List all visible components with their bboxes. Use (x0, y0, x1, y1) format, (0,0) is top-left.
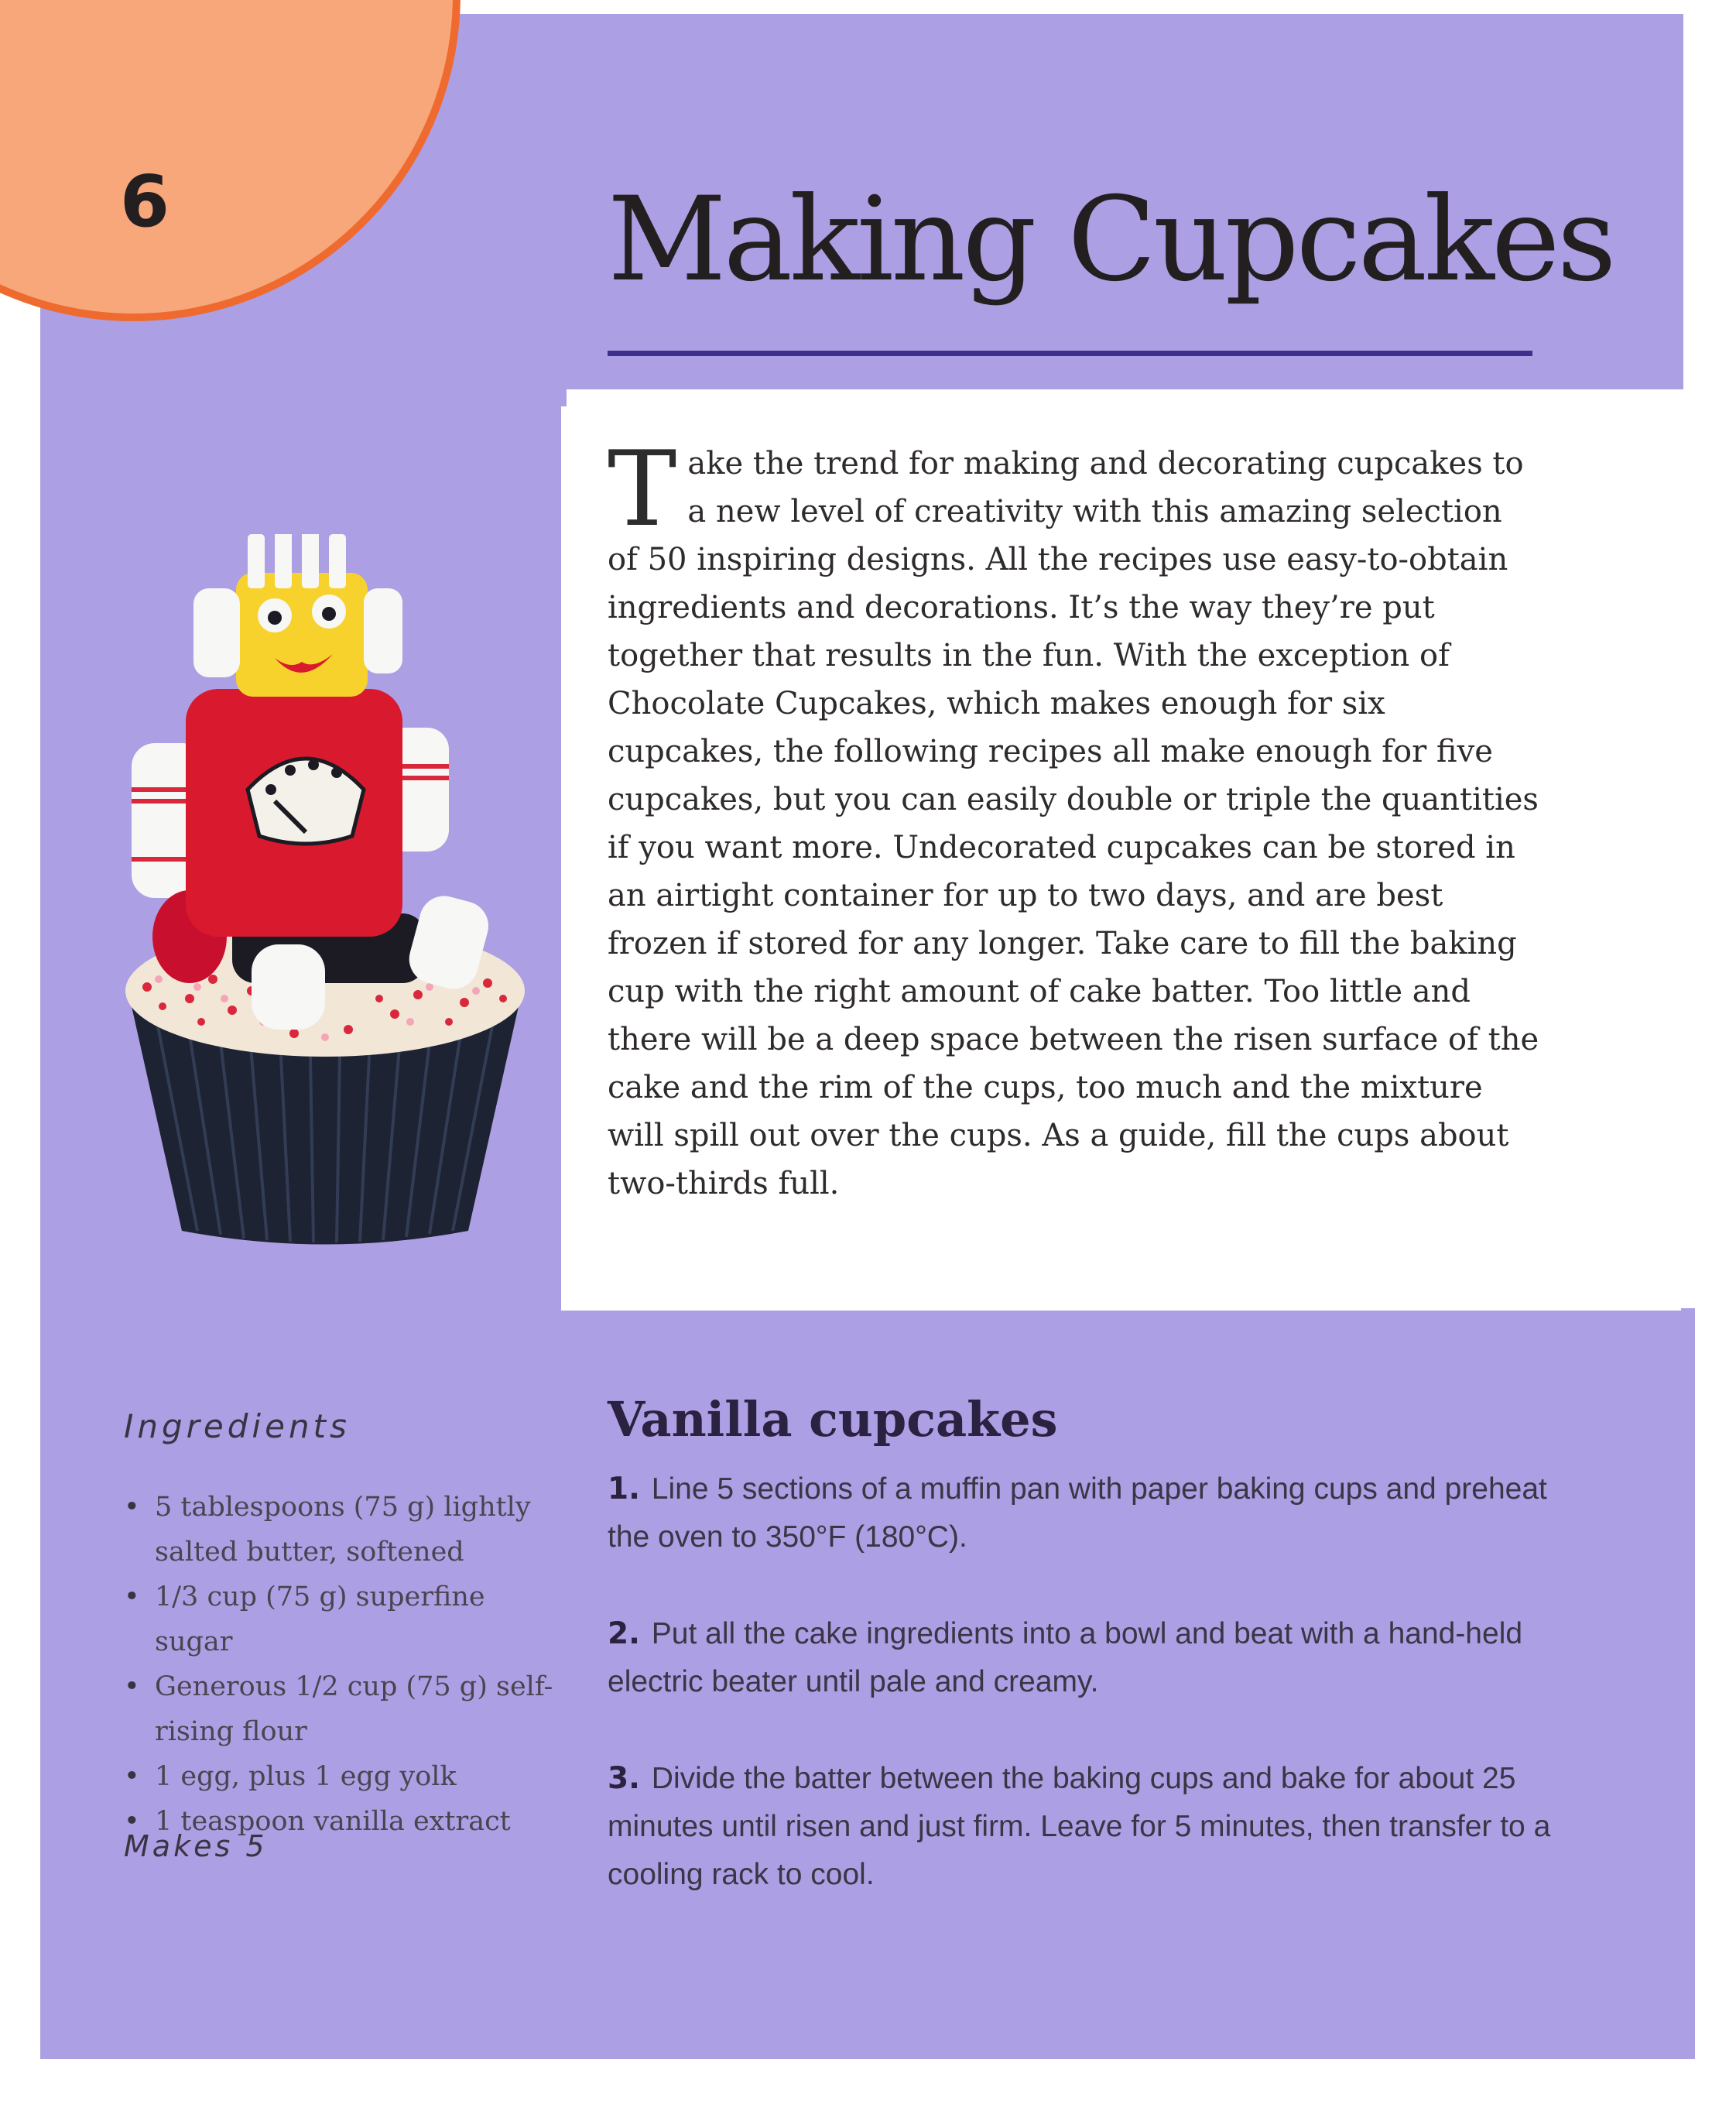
ingredients-list (124, 1485, 557, 1844)
step-number: 2. (608, 1616, 640, 1651)
title-underline (608, 351, 1532, 356)
intro-body: ake the trend for making and decorating cupcakes to a new level of creativity with this amazing selection of 50 inspiring designs. All the recipes use easy-to-obtain ingredients and decorations. It’s the way they’re put together that results in the fun. With the exception of Chocolate Cupcakes, which makes enough for six cupcakes, the following recipes all make enough for five cupcakes, but you can easily double or triple the quantities if you want more. Undecorated cupcakes can be stored in an airtight container for up to two days, and are best frozen if stored for any longer. Take care to fill the baking cup with the right amount of cake batter. Too little and there will be a deep space between the risen surface of the cake and the rim of the cups, too much and the mixture will spill out over the cups. As a guide, fill the cups about two-thirds full. (608, 446, 1539, 1201)
recipe-title: Vanilla cupcakes (608, 1391, 1058, 1448)
intro-text (608, 429, 1540, 1208)
page-title: Making Cupcakes (608, 173, 1614, 307)
ingredient-item: • 1 egg, plus 1 egg yolk (124, 1754, 557, 1799)
step-text: Line 5 sections of a muffin pan with paper baking cups and preheat the oven to 350°F (180°C). (608, 1472, 1547, 1554)
ingredient-item: • 5 tablespoons (75 g) lightly salted butter, softened (124, 1485, 557, 1575)
step-text: Divide the batter between the baking cups and bake for about 25 minutes until risen and just firm. Leave for 5 minutes, then transfer to a cooling rack to cool. (608, 1762, 1551, 1891)
recipe-step (608, 1465, 1560, 1561)
robot-cupcake-photo (116, 534, 534, 1246)
chapter-number: 6 (120, 160, 170, 243)
step-number: 3. (608, 1761, 640, 1796)
step-text: Put all the cake ingredients into a bowl and beat with a hand-held electric beater until pale and creamy. (608, 1617, 1523, 1698)
ingredient-item: • Generous 1/2 cup (75 g) self-rising flour (124, 1664, 557, 1754)
recipe-step (608, 1610, 1560, 1706)
recipe-yield: Makes 5 (124, 1829, 268, 1863)
ingredients-heading: Ingredients (124, 1407, 351, 1445)
drop-cap: T (608, 429, 677, 550)
step-number: 1. (608, 1472, 640, 1506)
ingredient-item: • 1 teaspoon vanilla extract (124, 1799, 557, 1844)
ingredient-item: • 1/3 cup (75 g) superfine sugar (124, 1575, 557, 1664)
recipe-step (608, 1755, 1560, 1899)
